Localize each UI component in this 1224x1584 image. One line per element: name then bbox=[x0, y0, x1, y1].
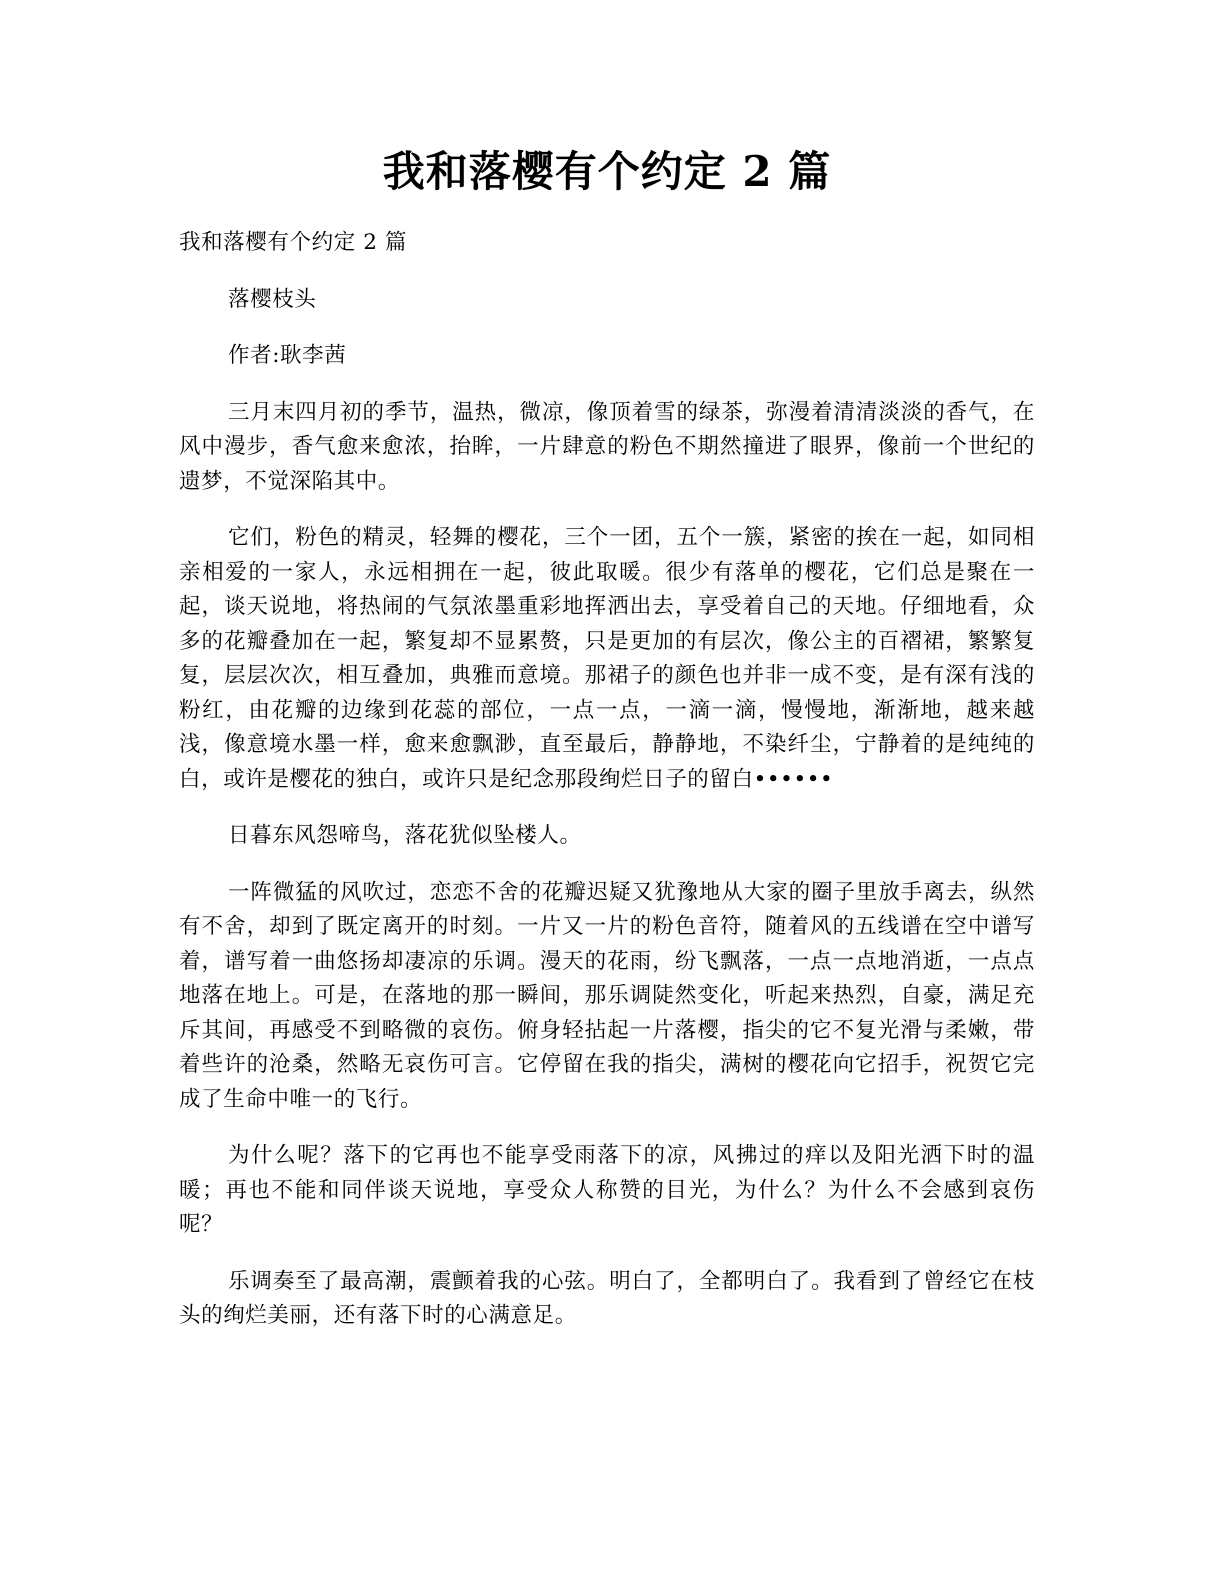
paragraph: 乐调奏至了最高潮，震颤着我的心弦。明白了，全都明白了。我看到了曾经它在枝头的绚烂美丽，还有落下时的心满意足。 bbox=[179, 1268, 1035, 1328]
paragraph: 为什么呢？落下的它再也不能享受雨落下的凉，风拂过的痒以及阳光洒下时的温暖；再也不能和同伴谈天说地，享受众人称赞的目光，为什么？为什么不会感到哀伤呢？ bbox=[179, 1143, 1035, 1237]
paragraph: 日暮东风怨啼鸟，落花犹似坠楼人。 bbox=[228, 823, 582, 848]
document-body bbox=[179, 226, 1035, 1356]
author-line: 作者:耿李茜 bbox=[228, 343, 347, 368]
document-title: 我和落樱有个约定 2 篇 bbox=[382, 147, 832, 196]
section-title: 落樱枝头 bbox=[228, 286, 317, 312]
paragraph: 它们，粉色的精灵，轻舞的樱花，三个一团，五个一簇，紧密的挨在一起，如同相亲相爱的一家人，永远相拥在一起，彼此取暖。很少有落单的樱花，它们总是聚在一起，谈天说地，将热闹的气氛浓墨重彩地挥洒出去，享受着自己的天地。仔细地看，众多的花瓣叠加在一起，繁复却不显累赘，只是更加的有层次，像公主的百褶裙，繁繁复复，层层次次，相互叠加，典雅而意境。那裙子的颜色也并非一成不变，是有深有浅的粉红，由花瓣的边缘到花蕊的部位，一点一点，一滴一滴，慢慢地，渐渐地，越来越浅，像意境水墨一样，愈来愈飘渺，直至最后，静静地，不染纤尘，宁静着的是纯纯的白，或许是樱花的独白，或许只是纪念那段绚烂日子的留白•••••• bbox=[179, 525, 1035, 792]
paragraph: 一阵微猛的风吹过，恋恋不舍的花瓣迟疑又犹豫地从大家的圈子里放手离去，纵然有不舍，却到了既定离开的时刻。一片又一片的粉色音符，随着风的五线谱在空中谱写着，谱写着一曲悠扬却凄凉的乐调。漫天的花雨，纷飞飘落，一点一点地消逝，一点点地落在地上。可是，在落地的那一瞬间，那乐调陡然变化，听起来热烈，自豪，满足充斥其间，再感受不到略微的哀伤。俯身轻拈起一片落樱，指尖的它不复光滑与柔嫩，带着些许的沧桑，然略无哀伤可言。它停留在我的指尖，满树的樱花向它招手，祝贺它完成了生命中唯一的飞行。 bbox=[179, 879, 1035, 1112]
document-subtitle: 我和落樱有个约定 2 篇 bbox=[179, 230, 408, 255]
paragraph: 三月末四月初的季节，温热，微凉，像顶着雪的绿茶，弥漫着清清淡淡的香气，在风中漫步，香气愈来愈浓，抬眸，一片肆意的粉色不期然撞进了眼界，像前一个世纪的遗梦，不觉深陷其中。 bbox=[179, 399, 1035, 494]
